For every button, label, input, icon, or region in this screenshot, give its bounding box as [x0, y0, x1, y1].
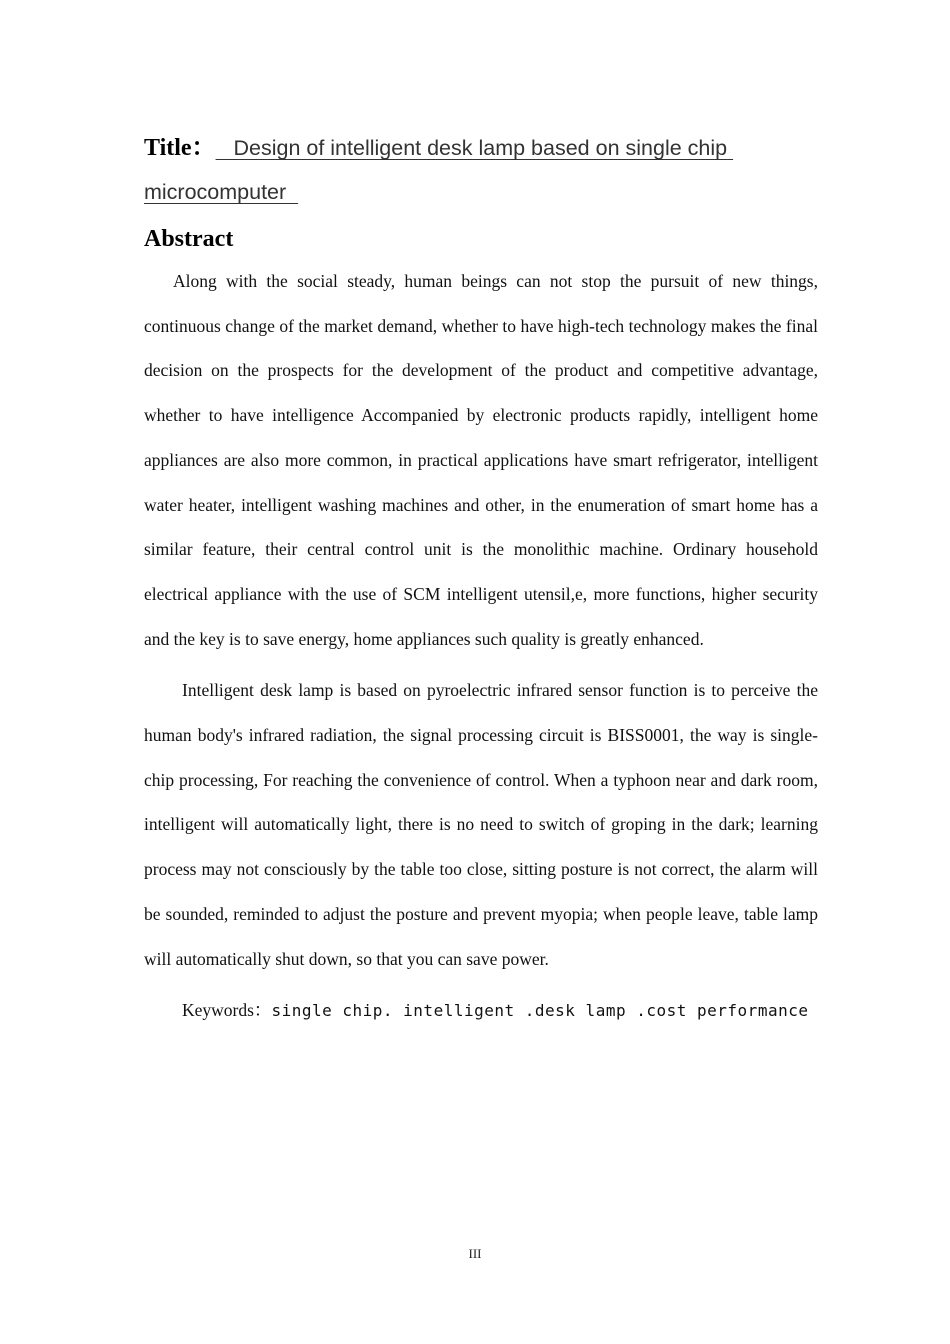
title-text: Design of intelligent desk lamp based on single chip microcomputer [144, 136, 734, 204]
title-line [144, 126, 818, 214]
abstract-paragraph-1: Along with the social steady, human beings can not stop the pursuit of new things, continuous change of the market demand, whether to have high-tech technology makes the final decision on the prospects for the development of the product and competitive advantage, whether to have intelligence Accompanied by electronic products rapidly, intelligent home appliances are also more common, in practical applications have smart refrigerator, intelligent water heater, intelligent washing machines and other, in the enumeration of smart home has a similar feature, their central control unit is the monolithic machine. Ordinary household electrical appliance with the use of SCM intelligent utensil,e, more functions, higher security and the key is to save energy, home appliances such quality is greatly enhanced. [144, 271, 818, 649]
abstract-paragraph-2: Intelligent desk lamp is based on pyroelectric infrared sensor function is to perceive the human body's infrared radiation, the signal processing circuit is BISS0001, the way is single-chip processing, For reaching the convenience of control. When a typhoon near and dark room, intelligent will automatically light, there is no need to switch of groping in the dark; learning process may not consciously by the table too close, sitting posture is not correct, the alarm will be sounded, reminded to adjust the posture and prevent myopia; when people leave, table lamp will automatically shut down, so that you can save power. [144, 680, 818, 969]
abstract-heading: Abstract [144, 226, 234, 252]
page-number: III [468, 1246, 482, 1261]
keywords-list: single chip. intelligent .desk lamp .cost performance [271, 1001, 809, 1021]
document-body [144, 126, 818, 1026]
keywords-label: Keywords： [182, 1000, 272, 1021]
title-label: Title： [144, 135, 216, 161]
keywords-line [182, 995, 818, 1026]
